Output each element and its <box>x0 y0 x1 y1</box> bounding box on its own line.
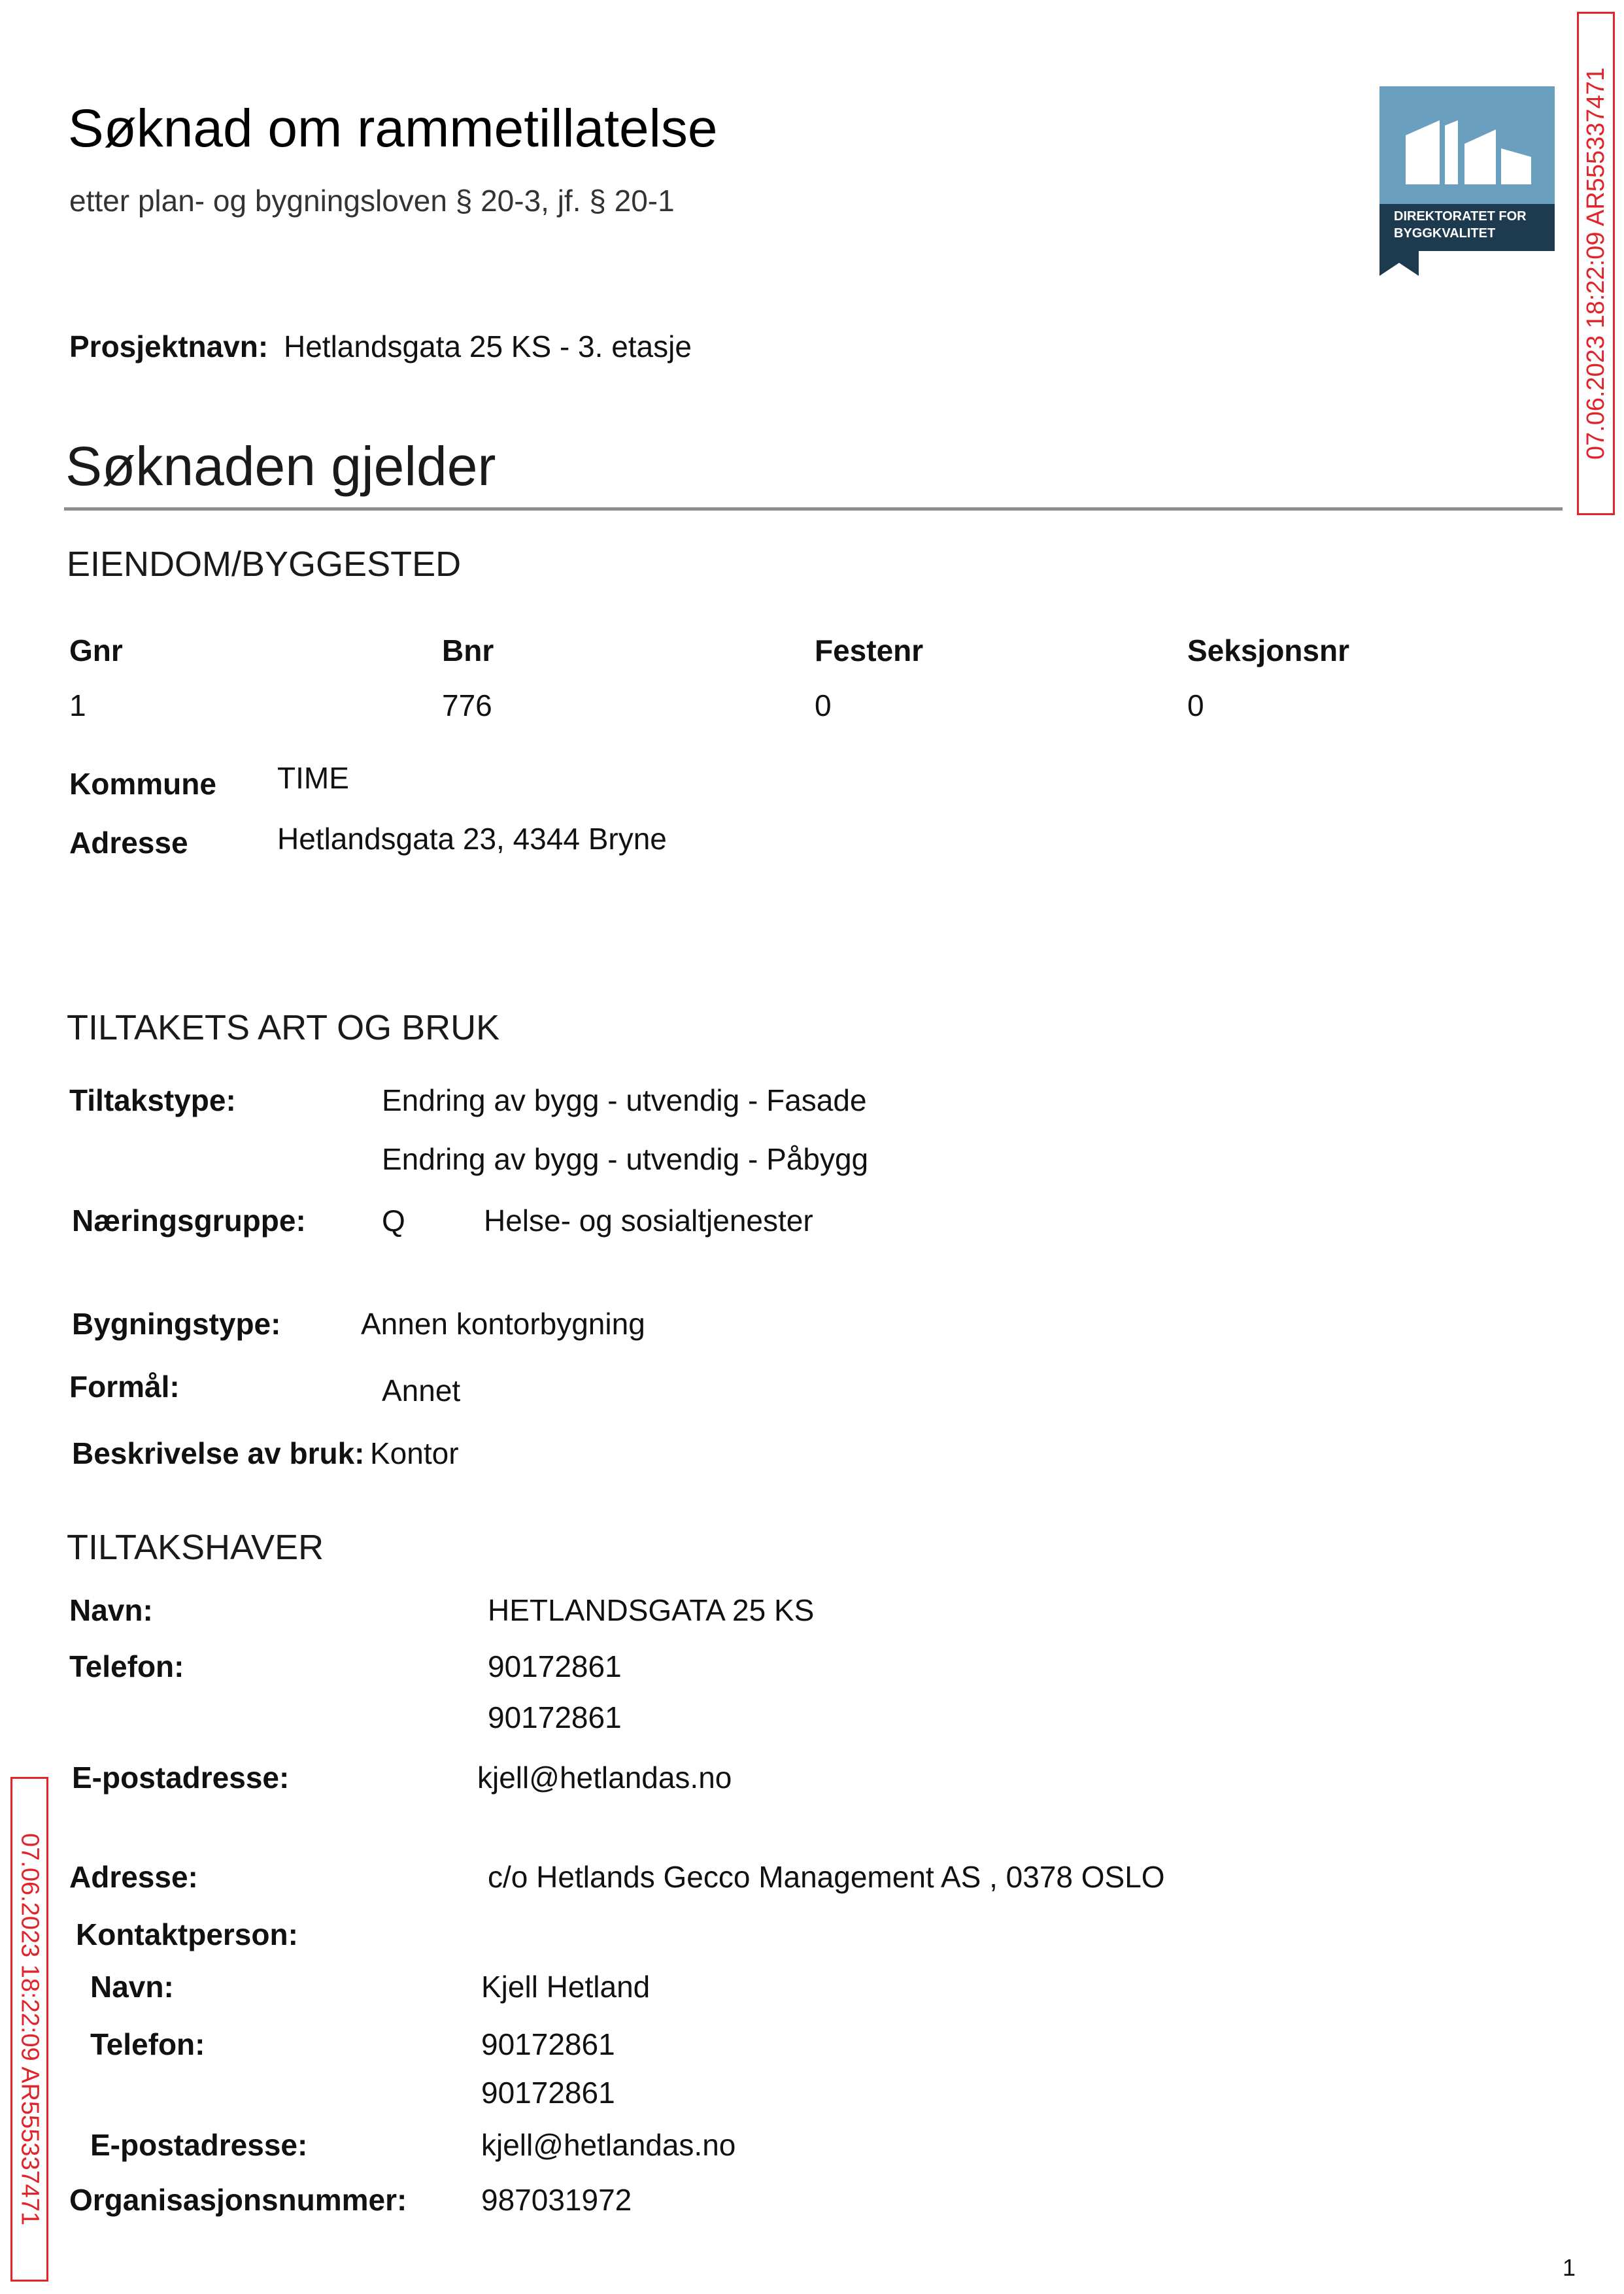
tiltak-heading: TILTAKETS ART OG BRUK <box>67 1008 500 1047</box>
kontakt-navn-label: Navn: <box>90 1970 174 2004</box>
adresse-label: Adresse <box>69 826 188 860</box>
tiltakshaver-navn-label: Navn: <box>69 1593 153 1627</box>
kommune-value: TIME <box>277 761 349 795</box>
tiltakshaver-telefon-value-2: 90172861 <box>488 1700 622 1734</box>
tiltakshaver-telefon-label: Telefon: <box>69 1649 184 1683</box>
festenr-value: 0 <box>815 688 832 722</box>
page-number: 1 <box>1563 2254 1576 2281</box>
seksjonsnr-label: Seksjonsnr <box>1187 633 1349 667</box>
dibk-logo-icon <box>1379 86 1555 276</box>
formaal-value: Annet <box>382 1374 461 1408</box>
heading-divider <box>64 507 1563 511</box>
naeringsgruppe-label: Næringsgruppe: <box>72 1204 306 1238</box>
section-main-heading: Søknaden gjelder <box>65 435 496 497</box>
naeringsgruppe-value: Helse- og sosialtjenester <box>484 1204 813 1238</box>
gnr-label: Gnr <box>69 633 123 667</box>
dibk-logo <box>1379 86 1555 276</box>
logo-text: DIREKTORATET FOR BYGGKVALITET <box>1394 209 1527 241</box>
beskrivelse-value: Kontor <box>370 1436 459 1470</box>
stamp-text-bottom: 07.06.2023 18:22:09 AR555337471 <box>16 1832 44 2226</box>
adresse-value: Hetlandsgata 23, 4344 Bryne <box>277 822 667 856</box>
kontakt-epost-value: kjell@hetlandas.no <box>481 2128 736 2162</box>
kontakt-epost-label: E-postadresse: <box>90 2128 308 2162</box>
kontaktperson-label: Kontaktperson: <box>76 1917 298 1951</box>
gnr-value: 1 <box>69 688 86 722</box>
tiltakshaver-adresse-label: Adresse: <box>69 1860 198 1894</box>
timestamp-stamp-bottom <box>10 1777 48 2282</box>
naeringsgruppe-code: Q <box>382 1204 405 1238</box>
document-subtitle: etter plan- og bygningsloven § 20-3, jf. § 20-1 <box>69 184 675 218</box>
kontakt-telefon-label: Telefon: <box>90 2027 205 2061</box>
kommune-label: Kommune <box>69 767 216 801</box>
bnr-label: Bnr <box>442 633 494 667</box>
kontakt-navn-value: Kjell Hetland <box>481 1970 651 2004</box>
tiltakshaver-heading: TILTAKSHAVER <box>67 1528 324 1567</box>
kontakt-telefon-value-1: 90172861 <box>481 2027 615 2061</box>
tiltakshaver-telefon-value-1: 90172861 <box>488 1649 622 1683</box>
project-name-value: Hetlandsgata 25 KS - 3. etasje <box>284 329 692 363</box>
tiltakshaver-adresse-value: c/o Hetlands Gecco Management AS , 0378 OSLO <box>488 1860 1165 1894</box>
eiendom-heading: EIENDOM/BYGGESTED <box>67 545 462 584</box>
formaal-label: Formål: <box>69 1370 180 1404</box>
bygningstype-value: Annen kontorbygning <box>361 1307 645 1341</box>
org-nummer-value: 987031972 <box>481 2183 632 2217</box>
tiltakshaver-epost-value: kjell@hetlandas.no <box>477 1761 732 1795</box>
beskrivelse-label: Beskrivelse av bruk: <box>72 1436 365 1470</box>
tiltakshaver-navn-value: HETLANDSGATA 25 KS <box>488 1593 815 1627</box>
bygningstype-label: Bygningstype: <box>72 1307 281 1341</box>
timestamp-stamp-top <box>1577 12 1615 515</box>
kontakt-telefon-value-2: 90172861 <box>481 2076 615 2110</box>
tiltakstype-value-1: Endring av bygg - utvendig - Fasade <box>382 1083 867 1117</box>
org-nummer-label: Organisasjonsnummer: <box>69 2183 407 2217</box>
festenr-label: Festenr <box>815 633 924 667</box>
bnr-value: 776 <box>442 688 492 722</box>
tiltakstype-label: Tiltakstype: <box>69 1083 236 1117</box>
tiltakstype-value-2: Endring av bygg - utvendig - Påbygg <box>382 1142 869 1176</box>
seksjonsnr-value: 0 <box>1187 688 1204 722</box>
tiltakshaver-epost-label: E-postadresse: <box>72 1761 290 1795</box>
stamp-text-top: 07.06.2023 18:22:09 AR555337471 <box>1582 67 1610 460</box>
document-title: Søknad om rammetillatelse <box>68 99 718 158</box>
project-name-label: Prosjektnavn: <box>69 329 269 363</box>
